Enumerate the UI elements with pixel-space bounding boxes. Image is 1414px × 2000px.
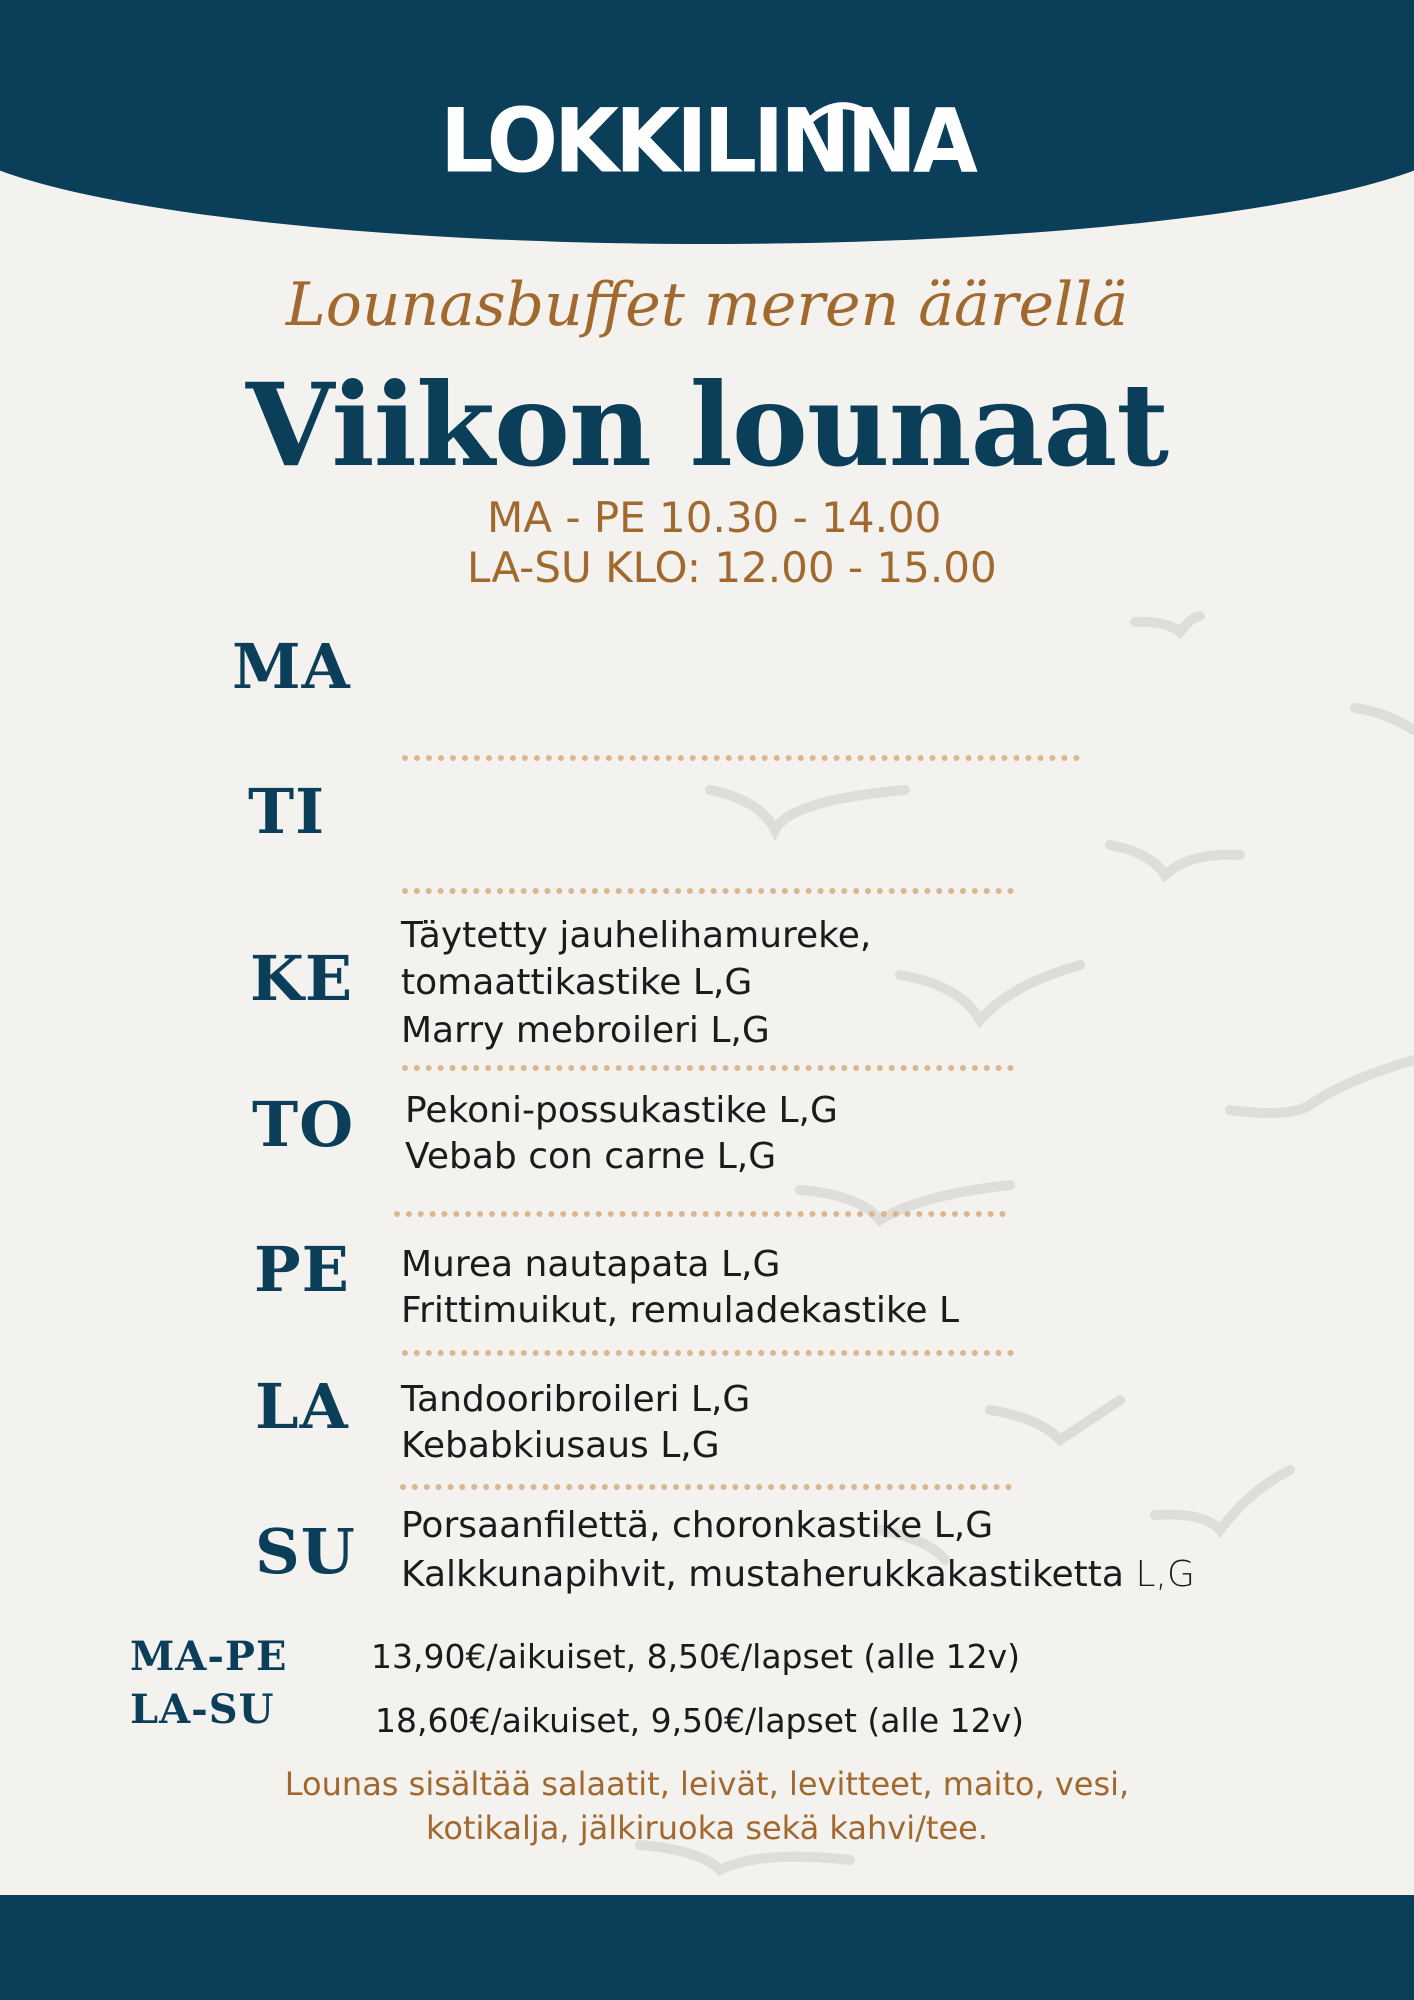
includes-note-line: Lounas sisältää salaatit, leivät, levitteet, maito, vesi, xyxy=(284,1765,1130,1803)
divider xyxy=(402,1350,1014,1356)
day-label-to: TO xyxy=(252,1088,355,1161)
includes-note xyxy=(0,1762,1414,1850)
divider xyxy=(402,1065,1014,1071)
day-label-ti: TI xyxy=(248,775,326,848)
menu-item: Porsaanfilettä, choronkastike L,G xyxy=(401,1505,994,1546)
divider xyxy=(402,755,1080,761)
day-label-pe: PE xyxy=(254,1233,350,1306)
menu-item: Vebab con carne L,G xyxy=(405,1136,777,1177)
day-label-ma: MA xyxy=(232,630,351,703)
price-label-weekend: LA-SU xyxy=(130,1686,275,1733)
menu-item: Marry mebroileri L,G xyxy=(401,1010,770,1051)
menu-item-tag: L,G xyxy=(1135,1554,1195,1595)
menu-item: Frittimuikut, remuladekastike L xyxy=(401,1290,960,1331)
day-label-la: LA xyxy=(255,1370,349,1443)
logo-text: LOKKILINNA xyxy=(440,89,974,193)
divider xyxy=(400,1484,1012,1490)
day-label-ke: KE xyxy=(250,942,354,1015)
menu-item: Murea nautapata L,G xyxy=(401,1244,781,1285)
footer-band xyxy=(0,1895,1414,2000)
divider xyxy=(394,1211,1006,1217)
hours-weekday: MA - PE 10.30 - 14.00 xyxy=(487,493,942,542)
day-label-su: SU xyxy=(255,1515,356,1588)
subtitle: Lounasbuffet meren äärellä xyxy=(285,270,1129,340)
hours-weekend: LA-SU KLO: 12.00 - 15.00 xyxy=(467,543,997,592)
page-title: Viikon lounaat xyxy=(245,358,1169,492)
divider xyxy=(402,888,1014,894)
includes-note-line: kotikalja, jälkiruoka sekä kahvi/tee. xyxy=(426,1809,988,1847)
menu-item: Kebabkiusaus L,G xyxy=(401,1425,720,1466)
menu-item xyxy=(401,1551,1195,1598)
price-weekend: 18,60€/aikuiset, 9,50€/lapset (alle 12v) xyxy=(375,1701,1025,1740)
menu-item: Pekoni-possukastike L,G xyxy=(405,1090,838,1131)
menu-item: tomaattikastike L,G xyxy=(401,962,753,1003)
menu-item: Tandooribroileri L,G xyxy=(401,1379,751,1420)
menu-item-name: Kalkkunapihvit, mustaherukkakastiketta xyxy=(401,1554,1124,1595)
logo-arc-icon xyxy=(803,96,873,126)
price-weekday: 13,90€/aikuiset, 8,50€/lapset (alle 12v) xyxy=(371,1637,1021,1676)
logo xyxy=(0,90,1414,193)
menu-item: Täytetty jauhelihamureke, xyxy=(401,915,872,956)
price-label-weekday: MA-PE xyxy=(130,1633,288,1680)
